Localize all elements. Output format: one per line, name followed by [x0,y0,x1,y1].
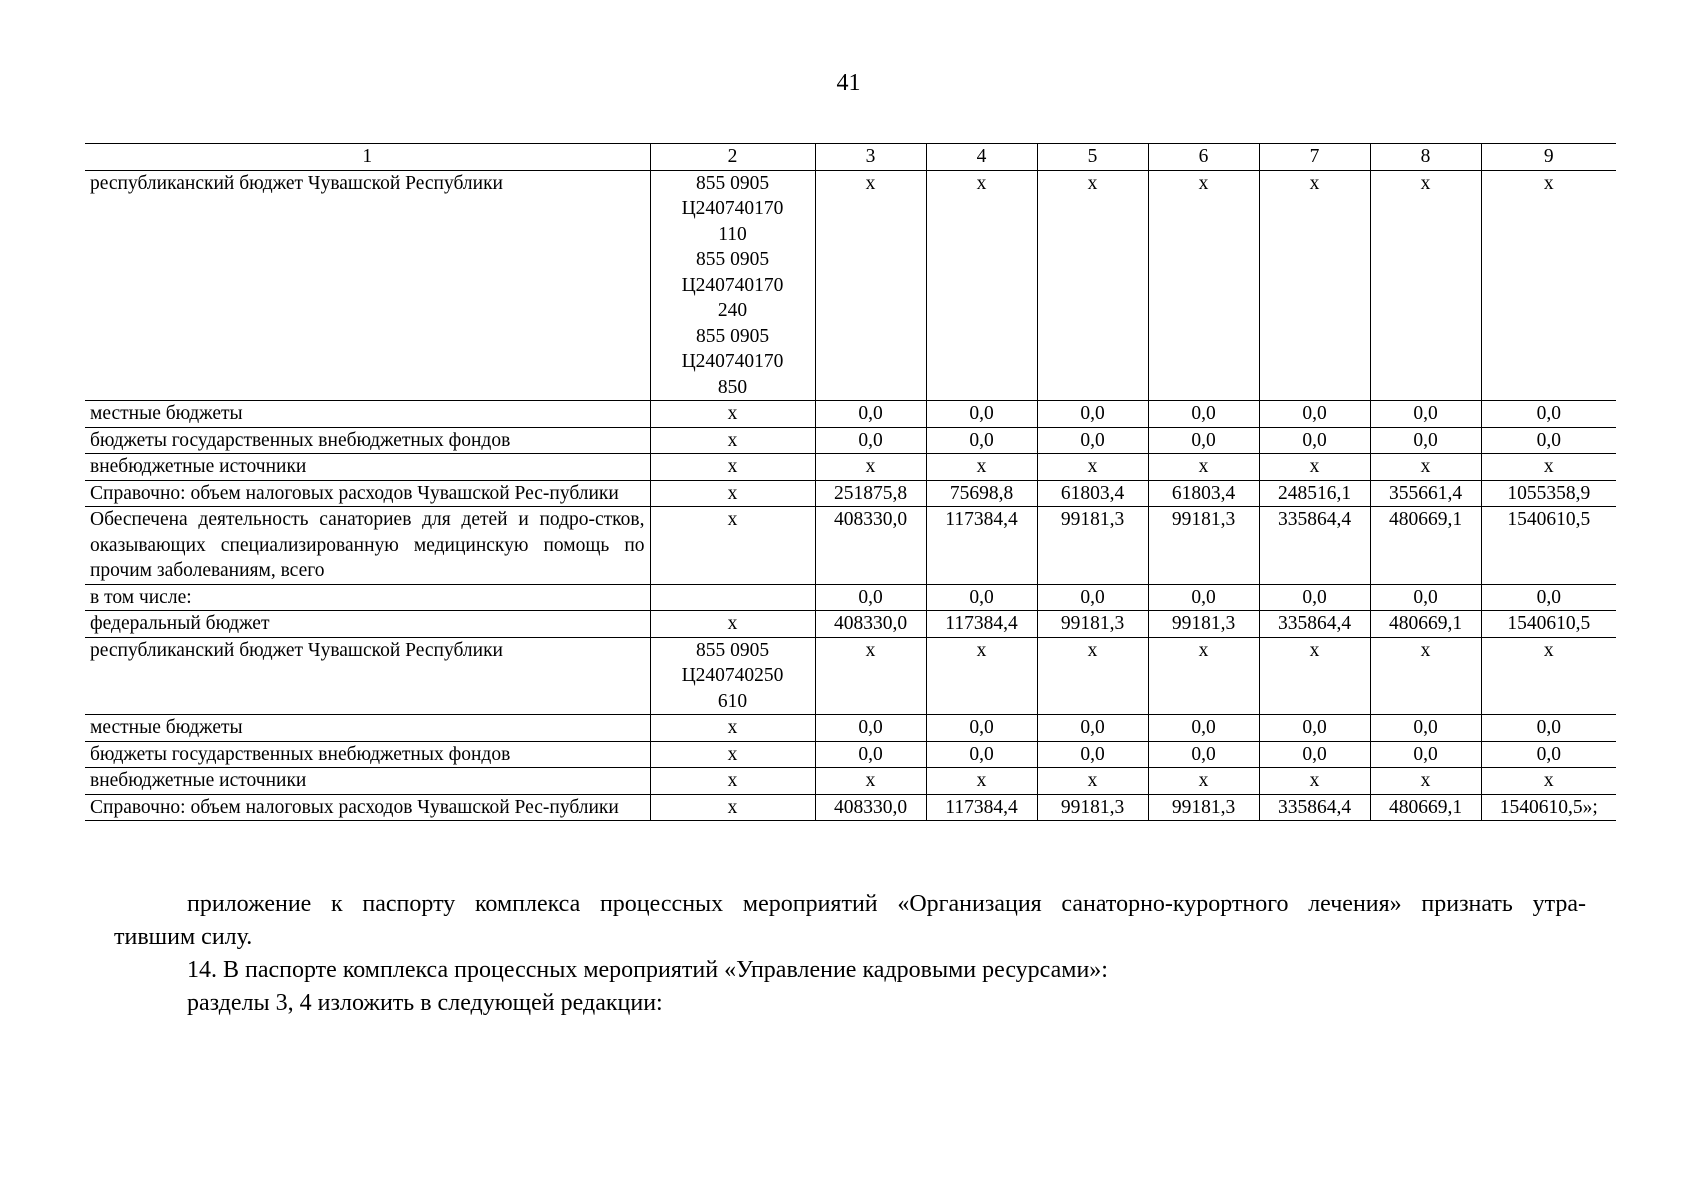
value-cell: x [815,637,926,715]
value-cell: 0,0 [1481,584,1616,611]
paragraph-sections: разделы 3, 4 изложить в следующей редакции: [187,990,663,1016]
value-cell: 0,0 [1148,741,1259,768]
column-header: 3 [815,144,926,171]
value-cell: 0,0 [815,584,926,611]
paragraph-appendix [114,888,1586,954]
value-cell: x [1481,454,1616,481]
page-number: 41 [836,70,861,96]
value-cell: 99181,3 [1037,507,1148,585]
budget-code: x [650,401,815,428]
budget-code: 855 0905 Ц240740170 110 855 0905 Ц240740170 240 855 0905 Ц240740170 850 [650,170,815,401]
value-cell: 335864,4 [1259,507,1370,585]
budget-code: 855 0905 Ц240740250 610 [650,637,815,715]
value-cell: x [1148,170,1259,401]
column-header: 2 [650,144,815,171]
value-cell: 117384,4 [926,507,1037,585]
row-label: Справочно: объем налоговых расходов Чувашской Рес-публики [85,480,650,507]
value-cell: 0,0 [1037,584,1148,611]
value-cell: 0,0 [1148,715,1259,742]
value-cell: 480669,1 [1370,611,1481,638]
value-cell: 0,0 [815,401,926,428]
table-row [85,794,1616,821]
value-cell: x [1481,768,1616,795]
value-cell: 408330,0 [815,794,926,821]
table-row [85,611,1616,638]
column-header: 4 [926,144,1037,171]
budget-code: x [650,480,815,507]
value-cell: 408330,0 [815,507,926,585]
value-cell: 1540610,5»; [1481,794,1616,821]
value-cell: 0,0 [926,584,1037,611]
value-cell: 0,0 [815,427,926,454]
row-label: Справочно: объем налоговых расходов Чувашской Рес-публики [85,794,650,821]
table-row [85,768,1616,795]
table-row [85,715,1616,742]
row-label: внебюджетные источники [85,768,650,795]
value-cell: x [926,454,1037,481]
value-cell: x [815,454,926,481]
value-cell: 0,0 [926,427,1037,454]
budget-code: x [650,741,815,768]
value-cell: 0,0 [1148,584,1259,611]
value-cell: 75698,8 [926,480,1037,507]
value-cell: 0,0 [1259,427,1370,454]
value-cell: 0,0 [1037,741,1148,768]
paragraph-line: приложение к паспорту комплекса процессных мероприятий «Организация санаторно-курортного лечения» признать утра- [187,891,1586,917]
value-cell: 335864,4 [1259,611,1370,638]
value-cell: 0,0 [815,741,926,768]
value-cell: 0,0 [1370,741,1481,768]
value-cell: x [1370,454,1481,481]
budget-table [85,143,1616,821]
value-cell: 99181,3 [1148,794,1259,821]
value-cell: x [1370,170,1481,401]
value-cell: 117384,4 [926,611,1037,638]
value-cell: 0,0 [1481,715,1616,742]
value-cell: 99181,3 [1148,507,1259,585]
value-cell: 0,0 [1481,427,1616,454]
value-cell: 1055358,9 [1481,480,1616,507]
value-cell: 99181,3 [1148,611,1259,638]
paragraph-line: тившим силу. [114,924,253,950]
value-cell: 61803,4 [1037,480,1148,507]
value-cell: 0,0 [1148,427,1259,454]
budget-code: x [650,794,815,821]
budget-code: x [650,454,815,481]
value-cell: 0,0 [1370,584,1481,611]
value-cell: 0,0 [1259,715,1370,742]
value-cell: 0,0 [926,401,1037,428]
table-body [85,170,1616,821]
row-label: федеральный бюджет [85,611,650,638]
value-cell: 0,0 [926,741,1037,768]
value-cell: x [815,170,926,401]
value-cell: 99181,3 [1037,794,1148,821]
value-cell: 0,0 [1148,401,1259,428]
value-cell: 117384,4 [926,794,1037,821]
value-cell: x [815,768,926,795]
value-cell: 335864,4 [1259,794,1370,821]
value-cell: 0,0 [1259,401,1370,428]
value-cell: x [1037,637,1148,715]
value-cell: x [1370,637,1481,715]
value-cell: 0,0 [1037,427,1148,454]
table-header-row [85,144,1616,171]
column-header: 8 [1370,144,1481,171]
budget-code: x [650,427,815,454]
budget-code: x [650,768,815,795]
table-row [85,454,1616,481]
value-cell: 1540610,5 [1481,611,1616,638]
value-cell: x [1259,768,1370,795]
row-label: в том числе: [85,584,650,611]
value-cell: x [926,170,1037,401]
row-label: Обеспечена деятельность санаториев для детей и подро-стков, оказывающих специализированную медицинскую помощь по прочим заболеваниям, всего [85,507,650,585]
value-cell: 0,0 [1037,401,1148,428]
column-header: 6 [1148,144,1259,171]
value-cell: 355661,4 [1370,480,1481,507]
row-label: бюджеты государственных внебюджетных фондов [85,427,650,454]
table-row [85,507,1616,585]
value-cell: 0,0 [1481,741,1616,768]
column-header: 7 [1259,144,1370,171]
value-cell: x [1037,170,1148,401]
value-cell: 248516,1 [1259,480,1370,507]
value-cell: 480669,1 [1370,507,1481,585]
row-label: внебюджетные источники [85,454,650,481]
value-cell: x [1148,768,1259,795]
table-row [85,401,1616,428]
value-cell: x [1259,637,1370,715]
value-cell: 0,0 [1259,741,1370,768]
value-cell: x [1148,637,1259,715]
budget-code: x [650,611,815,638]
value-cell: x [926,768,1037,795]
paragraph-item-14: 14. В паспорте комплекса процессных мероприятий «Управление кадровыми ресурсами»: [187,957,1108,983]
column-header: 9 [1481,144,1616,171]
row-label: республиканский бюджет Чувашской Республики [85,170,650,401]
table-row [85,427,1616,454]
table-row [85,637,1616,715]
value-cell: 0,0 [926,715,1037,742]
row-label: местные бюджеты [85,401,650,428]
value-cell: x [1259,454,1370,481]
value-cell: x [1481,637,1616,715]
budget-code: x [650,507,815,585]
value-cell: x [1259,170,1370,401]
value-cell: 408330,0 [815,611,926,638]
value-cell: x [926,637,1037,715]
value-cell: 61803,4 [1148,480,1259,507]
row-label: республиканский бюджет Чувашской Республики [85,637,650,715]
table-row [85,584,1616,611]
value-cell: x [1370,768,1481,795]
value-cell: 480669,1 [1370,794,1481,821]
value-cell: x [1481,170,1616,401]
value-cell: 1540610,5 [1481,507,1616,585]
row-label: местные бюджеты [85,715,650,742]
column-header: 1 [85,144,650,171]
value-cell: x [1037,768,1148,795]
value-cell: 99181,3 [1037,611,1148,638]
column-header: 5 [1037,144,1148,171]
budget-code [650,584,815,611]
budget-code: x [650,715,815,742]
value-cell: 0,0 [1370,401,1481,428]
value-cell: 0,0 [1481,401,1616,428]
value-cell: x [1037,454,1148,481]
value-cell: 0,0 [1370,427,1481,454]
value-cell: 251875,8 [815,480,926,507]
table-row [85,170,1616,401]
value-cell: 0,0 [1037,715,1148,742]
value-cell: x [1148,454,1259,481]
table-row [85,480,1616,507]
value-cell: 0,0 [815,715,926,742]
row-label: бюджеты государственных внебюджетных фондов [85,741,650,768]
value-cell: 0,0 [1259,584,1370,611]
table-row [85,741,1616,768]
value-cell: 0,0 [1370,715,1481,742]
